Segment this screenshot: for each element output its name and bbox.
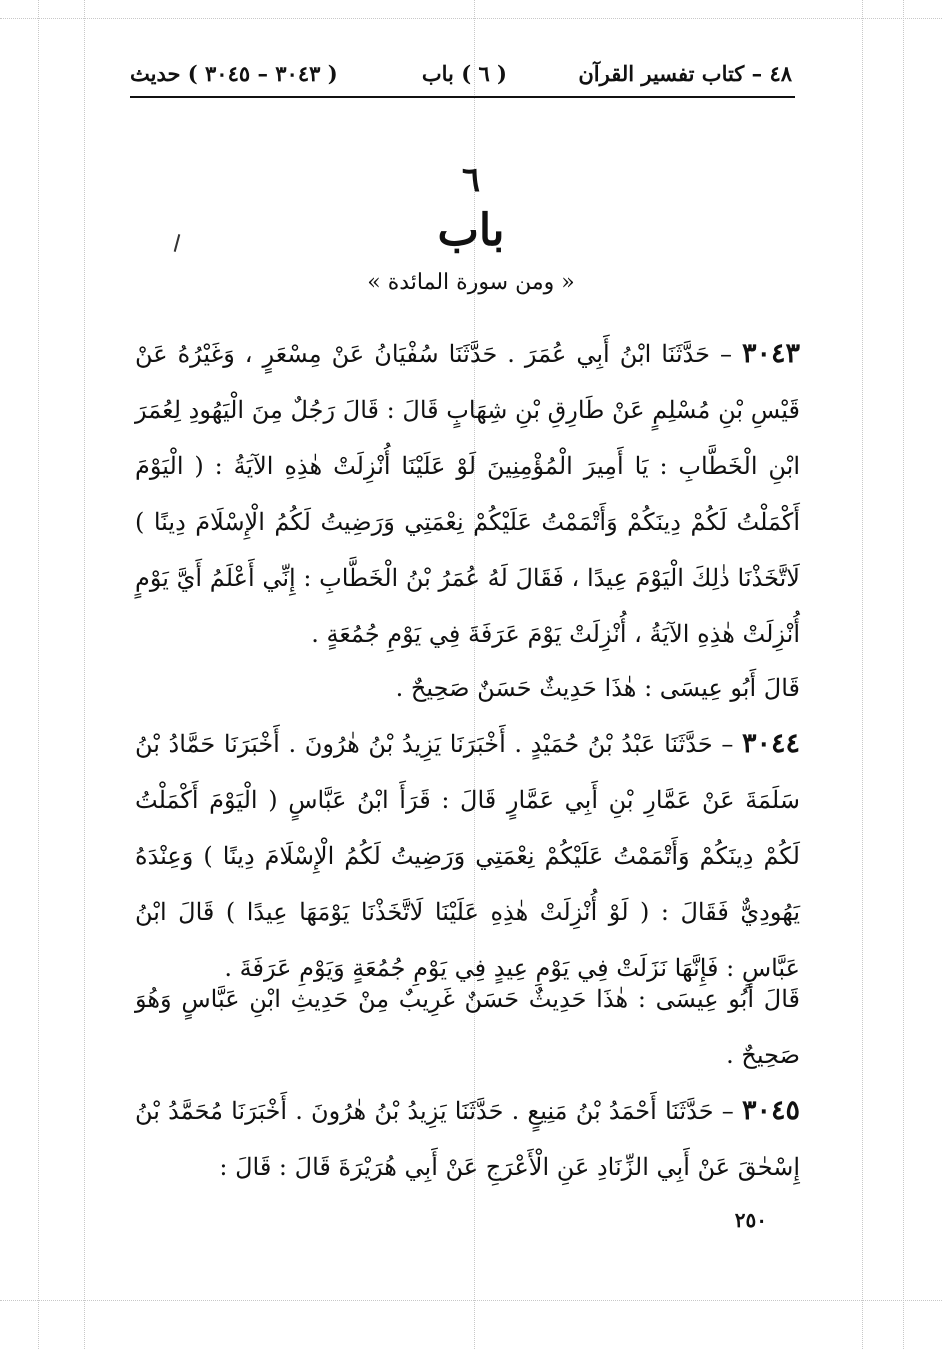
scan-guide-line <box>38 0 39 1349</box>
hadith-number: ٣٠٤٣ <box>741 338 800 369</box>
hadith-number: ٣٠٤٥ <box>741 1095 800 1126</box>
grading-comment: قَالَ أَبُو عِيسَى : هٰذَا حَدِيثٌ حَسَنٌ غَرِيبٌ مِنْ حَدِيثِ ابْنِ عَبَّاسٍ وَهُوَ صَحِيحٌ . <box>135 985 800 1069</box>
scan-guide-line <box>84 0 85 1349</box>
header-book-title: ٤٨ – كتاب تفسير القرآن <box>578 61 792 86</box>
scan-guide-line <box>903 0 904 1349</box>
hadith-text: – حَدَّثَنَا عَبْدُ بْنُ حُمَيْدٍ . أَخْبَرَنَا يَزِيدُ بْنُ هٰرُونَ . أَخْبَرَنَا حَمَّادُ بْنُ سَلَمَةَ عَنْ عَمَّارِ بْنِ أَبِي عَمَّارٍ قَالَ : قَرَأَ ابْنُ عَبَّاسٍ ( الْيَوْمَ أَكْمَلْتُ لَكُمْ دِينَكُمْ وَأَتْمَمْتُ عَلَيْكُمْ نِعْمَتِي وَرَضِيتُ لَكُمُ الْإِسْلَامَ دِينًا ) وَعِنْدَهُ يَهُودِيٌّ فَقَالَ : ( لَوْ أُنْزِلَتْ هٰذِهِ عَلَيْنَا لَاتَّخَذْنَا يَوْمَهَا عِيدًا ) قَالَ ابْنُ عَبَّاسٍ : فَإِنَّهَا نَزَلَتْ فِي يَوْمِ عِيدٍ فِي يَوْمِ جُمُعَةٍ وَيَوْمِ عَرَفَةَ . <box>135 730 800 982</box>
scan-guide-line <box>862 0 863 1349</box>
hadith-paragraph <box>135 1083 800 1195</box>
page-number: ٢٥٠ <box>734 1208 767 1232</box>
hadith-text: – حَدَّثَنَا أَحْمَدُ بْنُ مَنِيعٍ . حَدَّثَنَا يَزِيدُ بْنُ هٰرُونَ . أَخْبَرَنَا مُحَمَّدُ بْنُ إِسْحٰقَ عَنْ أَبِي الزِّنَادِ عَنِ الْأَعْرَجِ عَنْ أَبِي هُرَيْرَةَ قَالَ : قَالَ : <box>135 1097 800 1181</box>
hadith-paragraph <box>135 326 800 662</box>
header-hadith-range: ( ٣٠٤٣ – ٣٠٤٥ ) حديث <box>130 61 338 86</box>
scan-guide-line <box>0 18 942 19</box>
header-bab: ( ٦ ) باب <box>421 61 507 86</box>
running-header <box>130 55 792 99</box>
hadith-text: – حَدَّثَنَا ابْنُ أَبِي عُمَرَ . حَدَّثَنَا سُفْيَانُ عَنْ مِسْعَرٍ ، وَغَيْرُهُ عَنْ قَيْسِ بْنِ مُسْلِمٍ عَنْ طَارِقِ بْنِ شِهَابٍ قَالَ : قَالَ رَجُلٌ مِنَ الْيَهُودِ لِعُمَرَ ابْنِ الْخَطَّابِ : يَا أَمِيرَ الْمُؤْمِنِينَ لَوْ عَلَيْنَا أُنْزِلَتْ هٰذِهِ الآيَةُ : ( الْيَوْمَ أَكْمَلْتُ لَكُمْ دِينَكُمْ وَأَتْمَمْتُ عَلَيْكُمْ نِعْمَتِي وَرَضِيتُ لَكُمُ الْإِسْلَامَ دِينًا ) لَاتَّخَذْنَا ذٰلِكَ الْيَوْمَ عِيدًا ، فَقَالَ لَهُ عُمَرُ بْنُ الْخَطَّابِ : إِنِّي أَعْلَمُ أَيَّ يَوْمٍ أُنْزِلَتْ هٰذِهِ الآيَةُ ، أُنْزِلَتْ يَوْمَ عَرَفَةَ فِي يَوْمِ جُمُعَةٍ . <box>135 340 800 648</box>
grading-comment: قَالَ أَبُو عِيسَى : هٰذَا حَدِيثٌ حَسَنٌ صَحِيحٌ . <box>395 674 800 702</box>
header-rule <box>130 96 795 98</box>
chapter-subtitle: « ومن سورة المائدة » <box>367 270 575 295</box>
hadith-paragraph <box>135 716 800 996</box>
hadith-number: ٣٠٤٤ <box>741 728 800 759</box>
chapter-title: باب <box>437 205 505 256</box>
scan-guide-line <box>0 1300 942 1301</box>
chapter-number: ٦ <box>461 160 481 200</box>
